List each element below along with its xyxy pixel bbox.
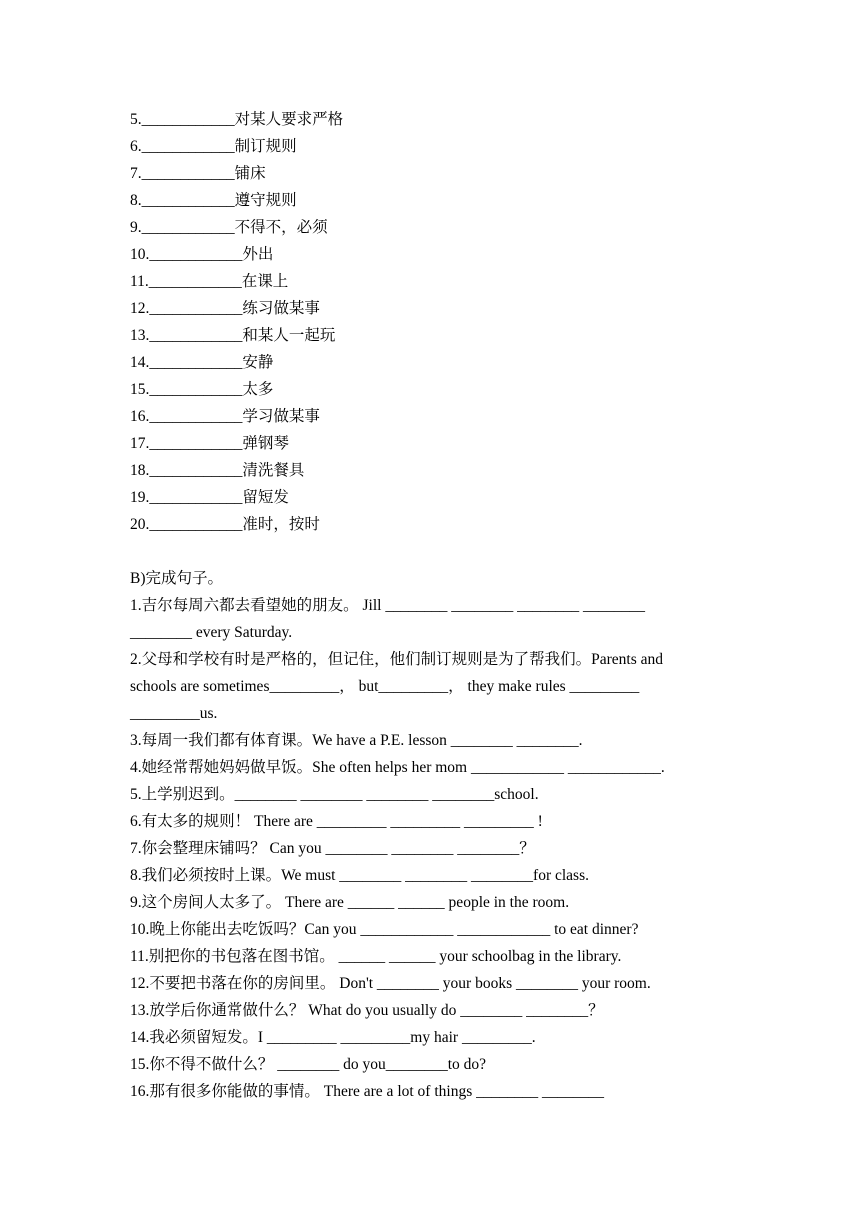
vocab-item: 14.____________安静 (130, 354, 274, 371)
sentence-line: 8.我们必须按时上课。We must ________ ________ ________for class. (130, 867, 589, 884)
vocab-item: 12.____________练习做某事 (130, 300, 320, 317)
vocab-item: 9.____________不得不，必须 (130, 219, 328, 236)
vocab-item: 16.____________学习做某事 (130, 408, 320, 425)
vocab-item: 6.____________制订规则 (130, 138, 297, 155)
vocab-item: 10.____________外出 (130, 246, 274, 263)
sentence-line: _________us. (130, 705, 218, 722)
sentence-line: 4.她经常帮她妈妈做早饭。She often helps her mom ____________ ____________. (130, 759, 665, 776)
sentence-line: 6.有太多的规则！ There are _________ _________ _________ ! (130, 813, 543, 830)
sentence-line: 13.放学后你通常做什么？ What do you usually do ________ ________？ (130, 1002, 604, 1019)
sentence-line: 10.晚上你能出去吃饭吗？Can you ____________ ____________ to eat dinner? (130, 921, 639, 938)
sentence-line: schools are sometimes_________， but_________， they make rules _________ (130, 678, 640, 695)
sentence-line: 16.那有很多你能做的事情。 There are a lot of things ________ ________ (130, 1083, 604, 1100)
vocab-item: 5.____________对某人要求严格 (130, 111, 344, 128)
vocab-item: 7.____________铺床 (130, 165, 266, 182)
sentence-line: ________ every Saturday. (130, 624, 293, 641)
sentence-line: 7.你会整理床铺吗？ Can you ________ ________ ________？ (130, 840, 535, 857)
vocab-item: 8.____________遵守规则 (130, 192, 297, 209)
vocab-item: 11.____________在课上 (130, 273, 289, 290)
sentence-line: 15.你不得不做什么？ ________ do you________to do? (130, 1056, 487, 1073)
sentence-line: 11.别把你的书包落在图书馆。 ______ ______ your schoolbag in the library. (130, 948, 622, 965)
sentence-line: 12.不要把书落在你的房间里。 Don't ________ your books ________ your room. (130, 975, 651, 992)
sentence-line: 9.这个房间人太多了。 There are ______ ______ people in the room. (130, 894, 570, 911)
vocab-item: 20.____________准时，按时 (130, 516, 320, 533)
sentence-line: 3.每周一我们都有体育课。We have a P.E. lesson ________ ________. (130, 732, 583, 749)
section-title: B)完成句子。 (130, 570, 224, 587)
vocab-item: 19.____________留短发 (130, 489, 289, 506)
vocab-item: 17.____________弹钢琴 (130, 435, 289, 452)
vocab-list (130, 106, 343, 538)
vocab-item: 15.____________太多 (130, 381, 274, 398)
sentence-completion-section (130, 565, 730, 1105)
sentence-line: 5.上学别迟到。________ ________ ________ ________school. (130, 786, 539, 803)
vocab-item: 13.____________和某人一起玩 (130, 327, 336, 344)
sentence-line: 14.我必须留短发。I _________ _________my hair _________. (130, 1029, 536, 1046)
sentence-line: 2.父母和学校有时是严格的，但记住，他们制订规则是为了帮我们。Parents and (130, 651, 664, 668)
sentence-line: 1.吉尔每周六都去看望她的朋友。 Jill ________ ________ ________ ________ (130, 597, 645, 614)
vocab-item: 18.____________清洗餐具 (130, 462, 305, 479)
